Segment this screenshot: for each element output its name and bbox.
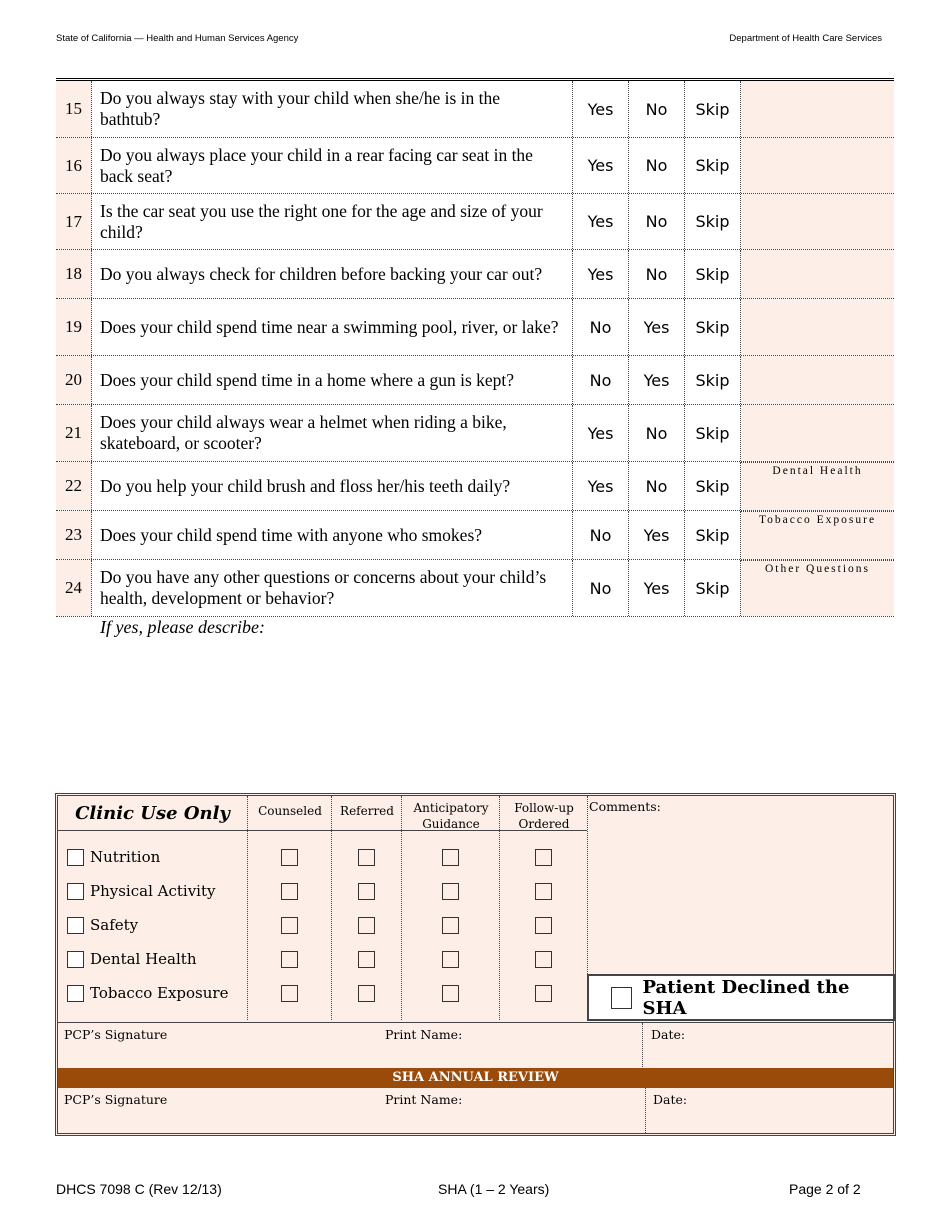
answer-option-2[interactable]: No	[629, 81, 685, 137]
question-row	[56, 81, 894, 138]
dental-health-counseled-checkbox[interactable]	[281, 951, 298, 968]
answer-option-1[interactable]: Yes	[573, 194, 629, 249]
question-number: 23	[56, 511, 92, 559]
col-header-anticipatory: Anticipatory Guidance	[413, 801, 489, 831]
safety-referred-checkbox[interactable]	[358, 917, 375, 934]
footer-form-name: SHA (1 – 2 Years)	[438, 1181, 550, 1197]
question-text: Do you always place your child in a rear facing car seat in the back seat?	[92, 138, 573, 193]
question-number: 22	[56, 462, 92, 510]
question-text: Does your child always wear a helmet when riding a bike, skateboard, or scooter?	[92, 405, 573, 461]
footer-form-id: DHCS 7098 C (Rev 12/13)	[56, 1181, 222, 1197]
pcp-signature-field[interactable]: PCP’s Signature	[64, 1027, 168, 1042]
question-text: Do you have any other questions or concerns about your child’s health, development or behavior?	[92, 560, 573, 616]
describe-prompt: If yes, please describe:	[100, 617, 265, 637]
question-row	[56, 560, 894, 617]
item-label: Safety	[90, 916, 139, 934]
question-text: Do you help your child brush and floss her/his teeth daily?	[92, 462, 573, 510]
nutrition-referred-checkbox[interactable]	[358, 849, 375, 866]
tobacco-exposure-anticipatory-checkbox[interactable]	[442, 985, 459, 1002]
question-row	[56, 299, 894, 356]
answer-option-2[interactable]: Yes	[629, 511, 685, 559]
item-label: Physical Activity	[90, 882, 216, 900]
question-text: Do you always stay with your child when she/he is in the bathtub?	[92, 81, 573, 137]
review-pcp-signature-field[interactable]: PCP’s Signature	[64, 1092, 168, 1107]
divider	[642, 1023, 643, 1069]
answer-option-skip[interactable]: Skip	[685, 560, 741, 616]
clinic-item-tobacco-exposure	[67, 984, 228, 1002]
clinic-title: Clinic Use Only	[75, 803, 230, 824]
answer-option-skip[interactable]: Skip	[685, 194, 741, 249]
answer-option-skip[interactable]: Skip	[685, 405, 741, 461]
question-number: 19	[56, 299, 92, 355]
side-cell	[741, 138, 894, 193]
answer-option-1[interactable]: No	[573, 356, 629, 404]
question-text: Do you always check for children before backing your car out?	[92, 250, 573, 298]
physical-activity-anticipatory-checkbox[interactable]	[442, 883, 459, 900]
tobacco-exposure-counseled-checkbox[interactable]	[281, 985, 298, 1002]
clinic-item-physical-activity	[67, 882, 215, 900]
dental-health-followup-checkbox[interactable]	[535, 951, 552, 968]
question-row	[56, 194, 894, 250]
question-number: 20	[56, 356, 92, 404]
question-text: Does your child spend time with anyone who smokes?	[92, 511, 573, 559]
tobacco-exposure-referred-checkbox[interactable]	[358, 985, 375, 1002]
header-department: Department of Health Care Services	[729, 33, 882, 44]
question-number: 16	[56, 138, 92, 193]
side-cell	[741, 81, 894, 137]
side-label-tobacco: Tobacco Exposure	[758, 514, 877, 526]
patient-declined-option[interactable]	[587, 974, 895, 1021]
signature-row	[58, 1022, 893, 1068]
safety-followup-checkbox[interactable]	[535, 917, 552, 934]
review-signature-row	[58, 1088, 893, 1133]
col-header-counseled: Counseled	[258, 804, 322, 818]
side-label-dental: Dental Health	[772, 465, 863, 477]
side-label-other: Other Questions	[764, 563, 871, 575]
item-label: Tobacco Exposure	[90, 984, 229, 1002]
clinic-use-box	[55, 793, 896, 1136]
safety-counseled-checkbox[interactable]	[281, 917, 298, 934]
nutrition-followup-checkbox[interactable]	[535, 849, 552, 866]
question-row	[56, 405, 894, 462]
answer-option-2[interactable]: No	[629, 138, 685, 193]
answer-option-1[interactable]: Yes	[573, 462, 629, 510]
answer-option-1[interactable]: Yes	[573, 405, 629, 461]
review-print-name-field[interactable]: Print Name:	[385, 1092, 463, 1107]
divider	[645, 1088, 646, 1133]
side-cell	[741, 405, 894, 461]
physical-activity-referred-checkbox[interactable]	[358, 883, 375, 900]
answer-option-1[interactable]: Yes	[573, 250, 629, 298]
clinic-item-dental-health	[67, 950, 197, 968]
answer-option-2[interactable]: No	[629, 405, 685, 461]
question-number: 18	[56, 250, 92, 298]
answer-option-1[interactable]: Yes	[573, 81, 629, 137]
patient-declined-label: Patient Declined the SHA	[642, 976, 850, 1019]
date-field[interactable]: Date:	[651, 1027, 686, 1042]
side-cell	[741, 194, 894, 249]
dental-health-anticipatory-checkbox[interactable]	[442, 951, 459, 968]
footer-page-number: Page 2 of 2	[789, 1181, 861, 1197]
question-row	[56, 250, 894, 299]
patient-declined-checkbox[interactable]	[611, 987, 632, 1009]
question-row	[56, 462, 894, 511]
col-header-followup: Follow-up Ordered	[514, 801, 574, 831]
question-number: 15	[56, 81, 92, 137]
sha-annual-review-header: SHA ANNUAL REVIEW	[58, 1068, 893, 1088]
question-text: Does your child spend time near a swimming pool, river, or lake?	[92, 299, 573, 355]
answer-option-1[interactable]: No	[573, 299, 629, 355]
question-number: 21	[56, 405, 92, 461]
answer-option-1[interactable]: Yes	[573, 138, 629, 193]
tobacco-exposure-followup-checkbox[interactable]	[535, 985, 552, 1002]
side-cell	[741, 299, 894, 355]
question-row	[56, 138, 894, 194]
answer-option-2[interactable]: Yes	[629, 299, 685, 355]
col-header-referred: Referred	[340, 804, 394, 818]
answer-option-skip[interactable]: Skip	[685, 511, 741, 559]
side-cell	[741, 356, 894, 404]
clinic-item-nutrition	[67, 848, 160, 866]
answer-option-skip[interactable]: Skip	[685, 299, 741, 355]
answer-option-skip[interactable]: Skip	[685, 356, 741, 404]
answer-option-1[interactable]: No	[573, 511, 629, 559]
physical-activity-checkbox[interactable]	[67, 883, 84, 900]
answer-option-1[interactable]: No	[573, 560, 629, 616]
dental-health-checkbox[interactable]	[67, 951, 84, 968]
side-section-tobacco	[741, 511, 894, 559]
answer-option-2[interactable]: No	[629, 194, 685, 249]
print-name-field[interactable]: Print Name:	[385, 1027, 463, 1042]
answer-option-2[interactable]: Yes	[629, 356, 685, 404]
question-row	[56, 356, 894, 405]
item-label: Nutrition	[90, 848, 161, 866]
comments-field[interactable]: Comments:	[589, 799, 661, 814]
question-row	[56, 511, 894, 560]
side-section-dental	[741, 462, 894, 510]
clinic-item-safety	[67, 916, 138, 934]
nutrition-checkbox[interactable]	[67, 849, 84, 866]
question-number: 17	[56, 194, 92, 249]
nutrition-anticipatory-checkbox[interactable]	[442, 849, 459, 866]
side-cell	[741, 250, 894, 298]
clinic-grid	[58, 796, 587, 1020]
answer-option-skip[interactable]: Skip	[685, 138, 741, 193]
question-text: Is the car seat you use the right one for the age and size of your child?	[92, 194, 573, 249]
question-number: 24	[56, 560, 92, 616]
physical-activity-counseled-checkbox[interactable]	[281, 883, 298, 900]
answer-option-2[interactable]: Yes	[629, 560, 685, 616]
tobacco-exposure-checkbox[interactable]	[67, 985, 84, 1002]
dental-health-referred-checkbox[interactable]	[358, 951, 375, 968]
questions-table	[56, 78, 894, 617]
answer-option-skip[interactable]: Skip	[685, 81, 741, 137]
answer-option-skip[interactable]: Skip	[685, 462, 741, 510]
safety-checkbox[interactable]	[67, 917, 84, 934]
answer-option-2[interactable]: No	[629, 250, 685, 298]
item-label: Dental Health	[90, 950, 197, 968]
safety-anticipatory-checkbox[interactable]	[442, 917, 459, 934]
nutrition-counseled-checkbox[interactable]	[281, 849, 298, 866]
side-section-other	[741, 560, 894, 616]
question-text: Does your child spend time in a home where a gun is kept?	[92, 356, 573, 404]
answer-option-skip[interactable]: Skip	[685, 250, 741, 298]
header-agency: State of California — Health and Human Services Agency	[56, 33, 299, 44]
answer-option-2[interactable]: No	[629, 462, 685, 510]
physical-activity-followup-checkbox[interactable]	[535, 883, 552, 900]
review-date-field[interactable]: Date:	[653, 1092, 688, 1107]
